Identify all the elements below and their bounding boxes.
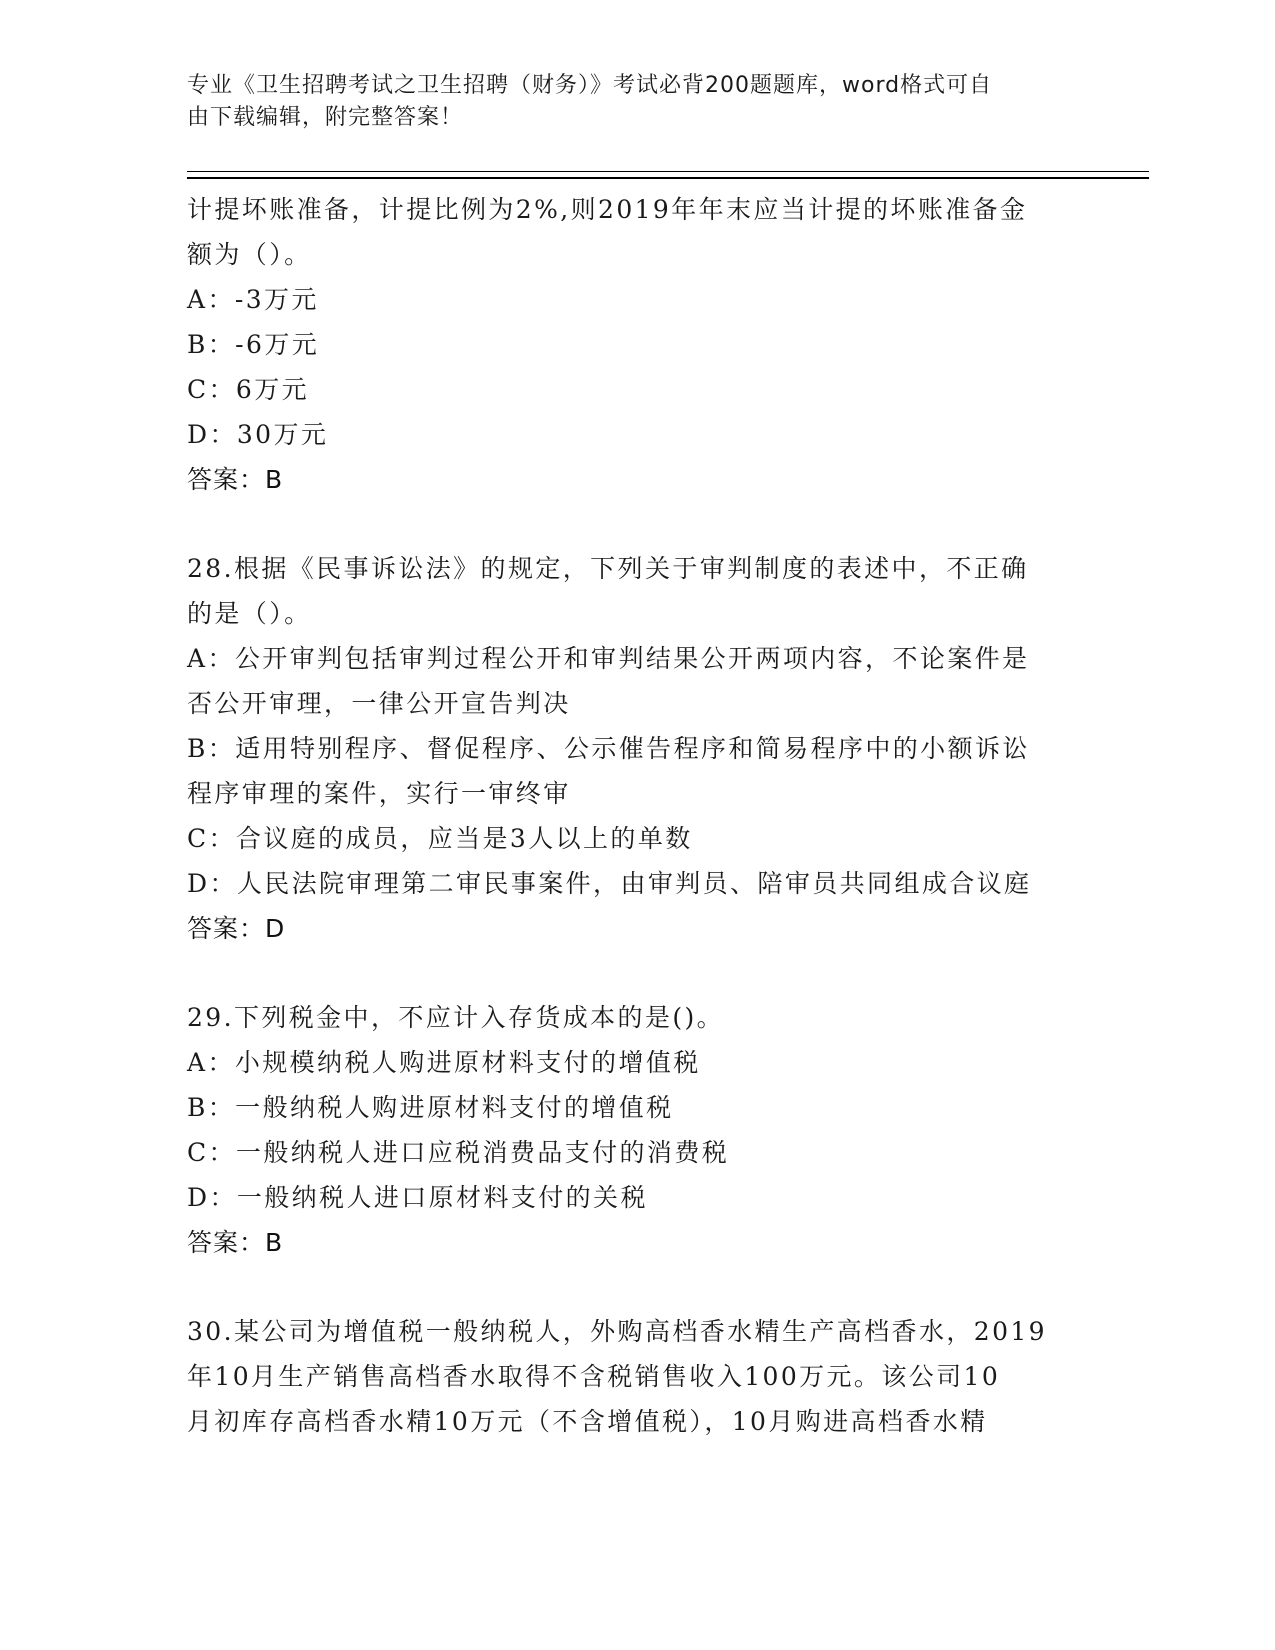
block-spacer: [187, 951, 1087, 995]
question-block-27: [187, 187, 1087, 502]
option-a-continued: 否公开审理，一律公开宣告判决: [187, 689, 571, 718]
question-text-line: 30.某公司为增值税一般纳税人，外购高档香水精生产高档香水，2019: [187, 1317, 1047, 1346]
option-c: C：合议庭的成员，应当是3人以上的单数: [187, 824, 693, 853]
option-a: A：-3万元: [187, 285, 319, 314]
option-a: A：公开审判包括审判过程公开和审判结果公开两项内容，不论案件是: [187, 644, 1030, 673]
option-d: D：30万元: [187, 420, 329, 449]
question-block-28: [187, 546, 1087, 951]
option-b-continued: 程序审理的案件，实行一审终审: [187, 779, 571, 808]
option-d: D：一般纳税人进口原材料支付的关税: [187, 1183, 648, 1212]
option-c: C：6万元: [187, 375, 310, 404]
document-header: [187, 70, 1067, 134]
question-content: [187, 187, 1087, 1444]
question-text-line: 额为（）。: [187, 240, 312, 269]
answer-label: 答案：D: [187, 914, 286, 943]
question-text-line: 的是（）。: [187, 599, 312, 628]
option-c: C：一般纳税人进口应税消费品支付的消费税: [187, 1138, 730, 1167]
block-spacer: [187, 502, 1087, 546]
header-divider-thick: [187, 177, 1149, 179]
header-title-line-2: 由下载编辑，附完整答案！: [187, 105, 464, 130]
option-b: B：一般纳税人购进原材料支付的增值税: [187, 1093, 674, 1122]
question-text-line: 28.根据《民事诉讼法》的规定，下列关于审判制度的表述中，不正确: [187, 554, 1029, 583]
question-text-line: 年10月生产销售高档香水取得不含税销售收入100万元。该公司10: [187, 1362, 1001, 1391]
question-block-30: [187, 1309, 1087, 1444]
option-b: B：-6万元: [187, 330, 320, 359]
option-d: D：人民法院审理第二审民事案件，由审判员、陪审员共同组成合议庭: [187, 869, 1032, 898]
answer-label: 答案：B: [187, 465, 284, 494]
question-text-line: 月初库存高档香水精10万元（不含增值税），10月购进高档香水精: [187, 1407, 988, 1436]
option-b: B：适用特别程序、督促程序、公示催告程序和简易程序中的小额诉讼: [187, 734, 1030, 763]
answer-label: 答案：B: [187, 1228, 284, 1257]
header-divider-thin: [187, 171, 1149, 172]
question-text-line: 29.下列税金中，不应计入存货成本的是()。: [187, 1003, 725, 1032]
question-block-29: [187, 995, 1087, 1265]
question-text-line: 计提坏账准备，计提比例为2%,则2019年年末应当计提的坏账准备金: [187, 195, 1028, 224]
header-title-line-1: 专业《卫生招聘考试之卫生招聘（财务）》考试必背200题题库，word格式可自: [187, 73, 993, 98]
option-a: A：小规模纳税人购进原材料支付的增值税: [187, 1048, 701, 1077]
block-spacer: [187, 1265, 1087, 1309]
